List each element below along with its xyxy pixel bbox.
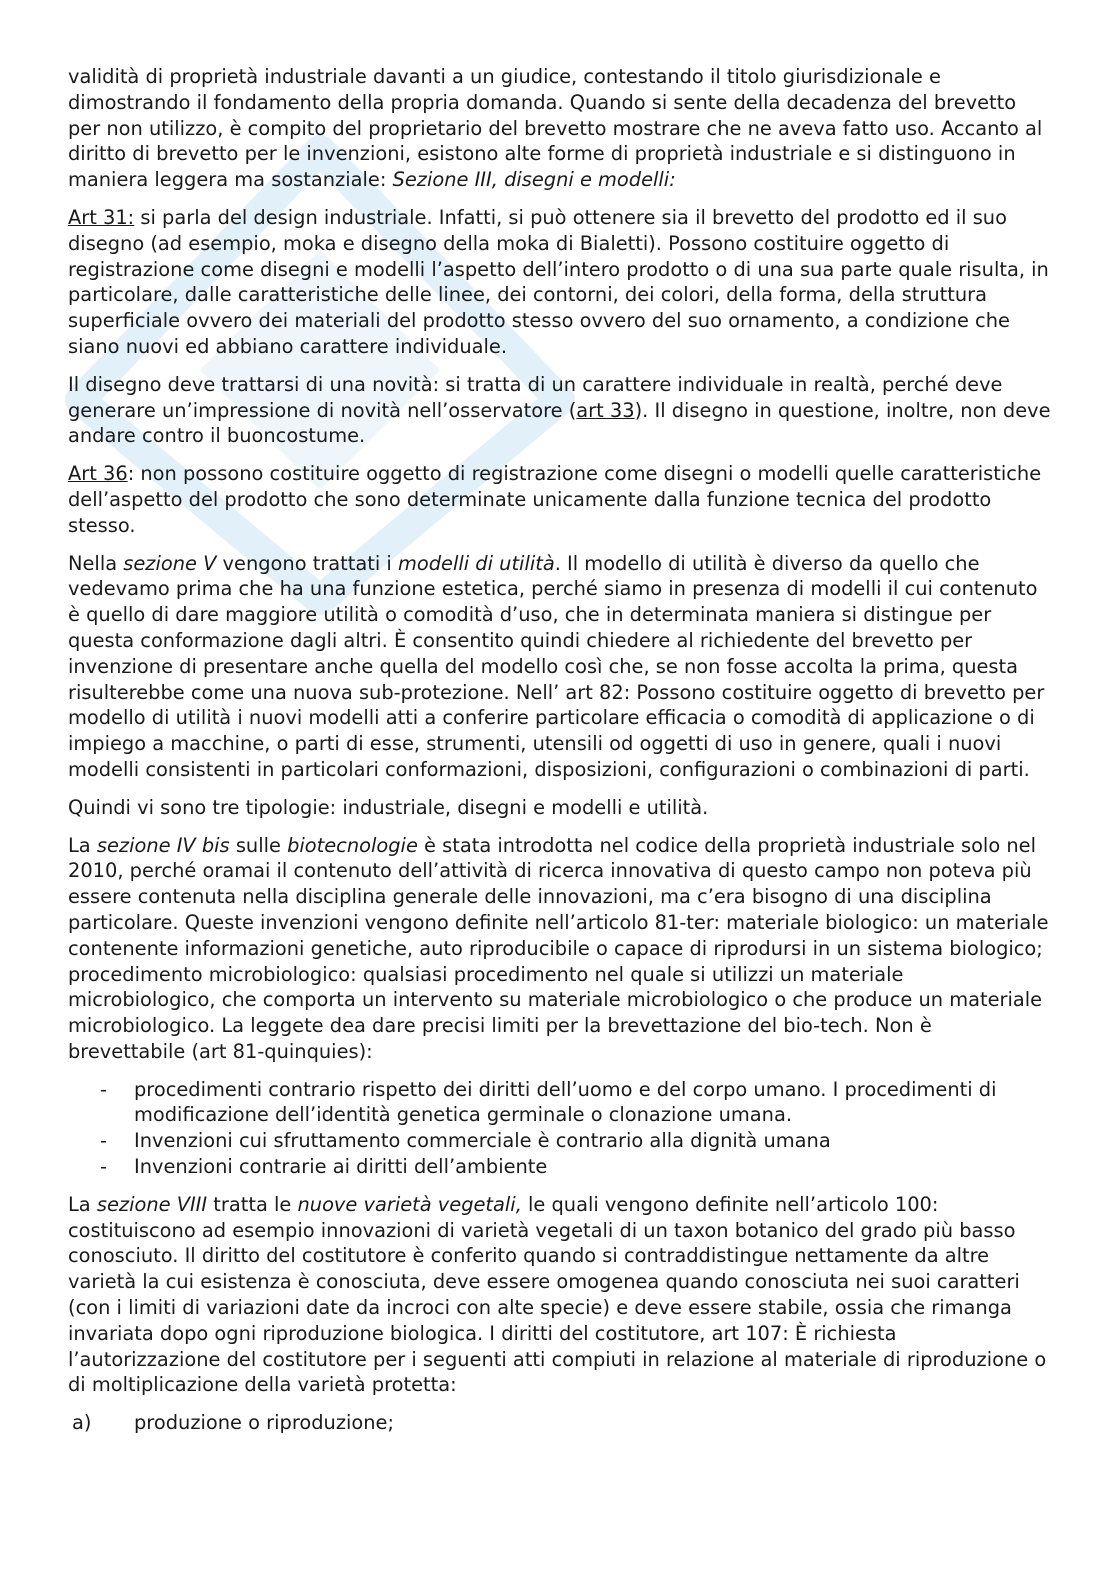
list-bullet: - <box>100 1155 107 1179</box>
novelty-text-b: ). Il disegno in questione, inoltre, non deve andare contro il buoncostume. <box>68 398 1051 448</box>
biotech-text-c: è stata introdotta nel codice della proprietà industriale solo nel 2010, perché oramai il contenuto dell’attività di ricerca innovativa di questo campo non poteva più essere contenuta nella disciplina generale delle innovazioni, ma c’era bisogno di una disciplina particolare. Queste invenzioni vengono definite nell’articolo 81-ter: materiale biologico: un materiale contenente informazioni genetiche, auto riproducibile o capace di riprodursi in un sistema biologico; procedimento microbiologico: qualsiasi procedimento nel quale si utilizzi un materiale microbiologico, che comporta un intervento su materiale microbiologico o che produce un materiale microbiologico. La leggete dea dare precisi limiti per la brevettazione del bio-tech. Non è brevettabile (art 81-quinquies): <box>68 833 1049 1063</box>
modelli-di-utilita-label: modelli di utilità <box>397 551 555 575</box>
section-iii-heading: Sezione III, disegni e modelli: <box>392 168 676 192</box>
list-item-text: produzione o riproduzione; <box>134 1411 395 1435</box>
paragraph-art-36 <box>68 461 1052 538</box>
list-item <box>68 1128 1052 1154</box>
sezione-v-label: sezione V <box>123 551 217 575</box>
utility-text-b: vengono trattati i <box>216 551 398 575</box>
authorized-acts-list <box>68 1410 1052 1436</box>
art-31-reference: Art 31: <box>68 205 135 229</box>
biotecnologie-label: biotecnologie <box>287 833 418 857</box>
paragraph-art-31 <box>68 205 1052 360</box>
art-36-reference: Art 36 <box>68 462 128 486</box>
nuove-varieta-vegetali-label: nuove varietà vegetali, <box>297 1192 522 1216</box>
utility-text-c: . Il modello di utilità è diverso da quello che vedevamo prima che ha una funzione estetica, perché siamo in presenza di modelli il cui contenuto è quello di dare maggiore utilità o comodità d’uso, che in determinata maniera si distingue per questa conformazione dagli altri. È consentito quindi chiedere al richiedente del brevetto per invenzione di presentare anche quella del modello così che, se non fosse accolta la prima, questa risulterebbe come una nuova sub-protezione. Nell’ art 82: Possono costituire oggetto di brevetto per modello di utilità i nuovi modelli atti a conferire particolare efficacia o comodità di applicazione o di impiego a macchine, o parti di esse, strumenti, utensili od oggetti di uso in genere, quali i nuovi modelli consistenti in particolari conformazioni, disposizioni, configurazioni o combinazioni di parti. <box>68 551 1045 781</box>
sezione-iv-bis-label: sezione IV bis <box>96 833 230 857</box>
utility-text-a: Nella <box>68 551 124 575</box>
paragraph-utility-models <box>68 551 1052 783</box>
plant-text-b: tratta le <box>207 1192 298 1216</box>
document-page <box>68 64 1052 1436</box>
list-item-text: Invenzioni contrarie ai diritti dell’ambiente <box>134 1155 548 1179</box>
list-item <box>68 1077 1052 1129</box>
list-marker: a) <box>72 1411 92 1435</box>
novelty-text-a: Il disegno deve trattarsi di una novità: si tratta di un carattere individuale in realtà, perché deve generare un’impressione di novità nell’osservatore ( <box>68 372 1003 422</box>
art-31-text: si parla del design industriale. Infatti, si può ottenere sia il brevetto del prodotto ed il suo disegno (ad esempio, moka e disegno della moka di Bialetti). Possono costituire oggetto di registrazione come disegni e modelli l’aspetto dell’intero prodotto o di una sua parte quale risulta, in particolare, dalle caratteristiche delle linee, dei contorni, dei colori, della forma, della struttura superficiale ovvero dei materiali del prodotto stesso ovvero del suo ornamento, a condizione che siano nuovi ed abbiano carattere individuale. <box>68 205 1049 358</box>
art-33-reference: art 33 <box>576 398 635 422</box>
sezione-viii-label: sezione VIII <box>96 1192 208 1216</box>
list-item <box>68 1154 1052 1180</box>
paragraph-three-types: Quindi vi sono tre tipologie: industriale, disegni e modelli e utilità. <box>68 795 709 819</box>
list-item-text: procedimenti contrario rispetto dei diritti dell’uomo e del corpo umano. I procedimenti di modificazione dell’identità genetica germinale o clonazione umana. <box>134 1077 997 1127</box>
list-bullet: - <box>100 1077 107 1101</box>
paragraph-plant-varieties <box>68 1192 1052 1398</box>
list-bullet: - <box>100 1129 107 1153</box>
paragraph-intro <box>68 64 1052 193</box>
biotech-text-b: sulle <box>229 833 288 857</box>
list-item-text: Invenzioni cui sfruttamento commerciale è contrario alla dignità umana <box>134 1129 831 1153</box>
non-patentable-list <box>68 1077 1052 1180</box>
plant-text-c: le quali vengono definite nell’articolo 100: costituiscono ad esempio innovazioni di varietà vegetali di un taxon botanico del grado più basso conosciuto. Il diritto del costitutore è conferito quando si contraddistingue nettamente da altre varietà la cui esistenza è conosciuta, deve essere omogenea quando conosciuta nei suoi caratteri (con i limiti di variazioni date da incroci con alte specie) e deve essere stabile, ossia che rimanga invariata dopo ogni riproduzione biologica. I diritti del costitutore, art 107: È richiesta l’autorizzazione del costitutore per i seguenti atti compiuti in relazione al materiale di riproduzione o di moltiplicazione della varietà protetta: <box>68 1192 1047 1397</box>
paragraph-biotech <box>68 833 1052 1065</box>
paragraph-novelty <box>68 372 1052 449</box>
art-36-text: : non possono costituire oggetto di registrazione come disegni o modelli quelle caratteristiche dell’aspetto del prodotto che sono determinate unicamente dalla funzione tecnica del prodotto stesso. <box>68 462 1042 537</box>
biotech-text-a: La <box>68 833 97 857</box>
list-item <box>68 1410 1052 1436</box>
plant-text-a: La <box>68 1192 97 1216</box>
paragraph-intro-text: validità di proprietà industriale davanti a un giudice, contestando il titolo giurisdizionale e dimostrando il fondamento della propria domanda. Quando si sente della decadenza del brevetto per non utilizzo, è compito del proprietario del brevetto mostrare che ne aveva fatto uso. Accanto al diritto di brevetto per le invenzioni, esistono alte forme di proprietà industriale e si distinguono in maniera leggera ma sostanziale: <box>68 65 1043 192</box>
